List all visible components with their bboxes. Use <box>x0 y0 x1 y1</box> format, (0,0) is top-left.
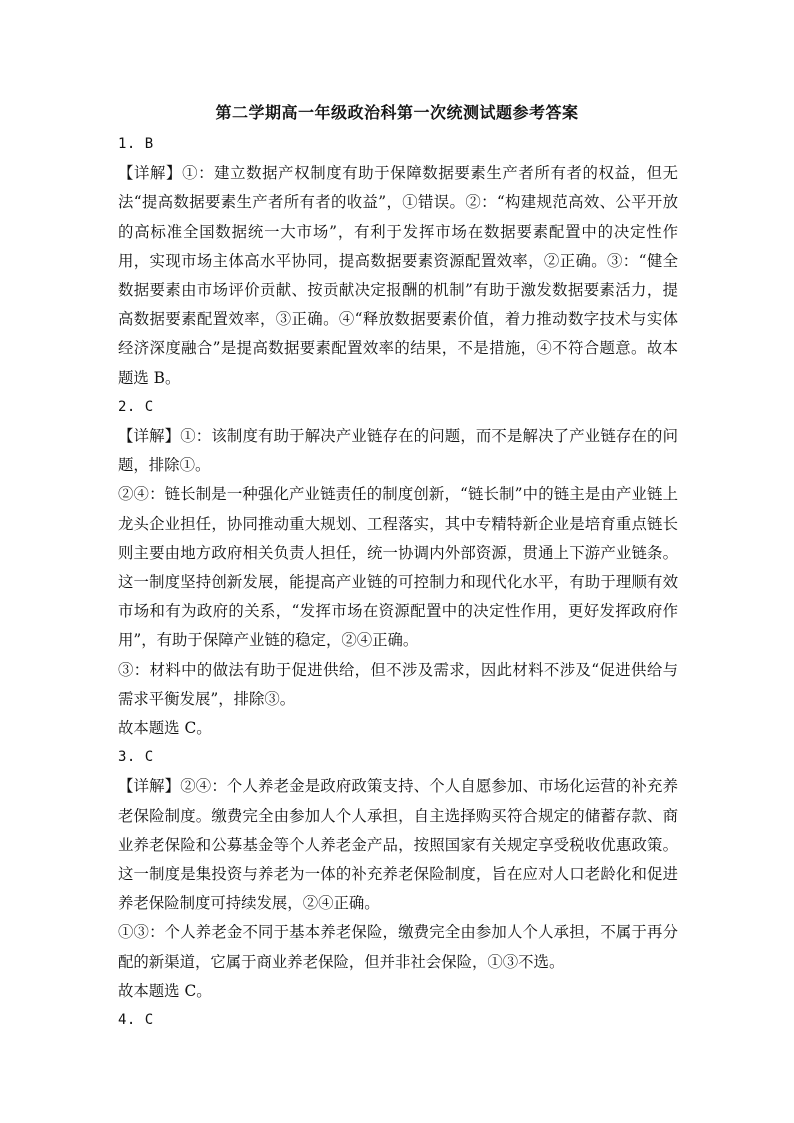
question-number: 1. B <box>118 136 154 152</box>
question-number: 4. C <box>118 1012 154 1029</box>
explanation-paragraph: 故本题选 C。 <box>118 719 212 738</box>
explanation-paragraph: ①③：个人养老金不同于基本养老保险，缴费完全由参加人个人承担，不属于再分配的新渠道，它属于商业养老保险，但并非社会保险，①③不选。 <box>118 923 678 971</box>
page-title: 第二学期高一年级政治科第一次统测试题参考答案 <box>215 103 579 122</box>
question-number: 3. C <box>118 749 154 766</box>
explanation-paragraph: ②④：链长制是一种强化产业链责任的制度创新，“链长制”中的链主是由产业链上龙头企业担任，协同推动重大规划、工程落实，其中专精特新企业是培育重点链长则主要由地方政府相关负责人担任，统一协调内外部资源，贯通上下游产业链条。这一制度坚持创新发展，能提高产业链的可控制力和现代化水平，有助于理顺有效市场和有为政府的关系，“发挥市场在资源配置中的决定性作用，更好发挥政府作用”，有助于保障产业链的稳定，②④正确。 <box>118 485 678 650</box>
explanation-paragraph: 故本题选 C。 <box>118 981 212 1000</box>
answer-content <box>118 130 678 1035</box>
explanation-paragraph: 【详解】②④：个人养老金是政府政策支持、个人自愿参加、市场化运营的补充养老保险制度。缴费完全由参加人个人承担，自主选择购买符合规定的储蓄存款、商业养老保险和公募基金等个人养老金产品，按照国家有关规定享受税收优惠政策。这一制度是集投资与养老为一体的补充养老保险制度，旨在应对人口老龄化和促进养老保险制度可持续发展，②④正确。 <box>118 777 678 913</box>
explanation-paragraph: ③：材料中的做法有助于促进供给，但不涉及需求，因此材料不涉及“促进供给与需求平衡发展”，排除③。 <box>118 660 678 708</box>
explanation-paragraph: 【详解】①：建立数据产权制度有助于保障数据要素生产者所有者的权益，但无法“提高数据要素生产者所有者的收益”，①错误。②：“构建规范高效、公平开放的高标准全国数据统一大市场”，有利于发挥市场在数据要素配置中的决定性作用，实现市场主体高水平协同，提高数据要素资源配置效率，②正确。③：“健全数据要素由市场评价贡献、按贡献决定报酬的机制”有助于激发数据要素活力，提高数据要素配置效率，③正确。④“释放数据要素价值，着力推动数字技术与实体经济深度融合”是提高数据要素配置效率的结果，不是措施，④不符合题意。故本题选 B。 <box>118 164 678 387</box>
question-number: 2. C <box>118 398 154 415</box>
explanation-paragraph: 【详解】①：该制度有助于解决产业链存在的问题，而不是解决了产业链存在的问题，排除①。 <box>118 427 678 475</box>
